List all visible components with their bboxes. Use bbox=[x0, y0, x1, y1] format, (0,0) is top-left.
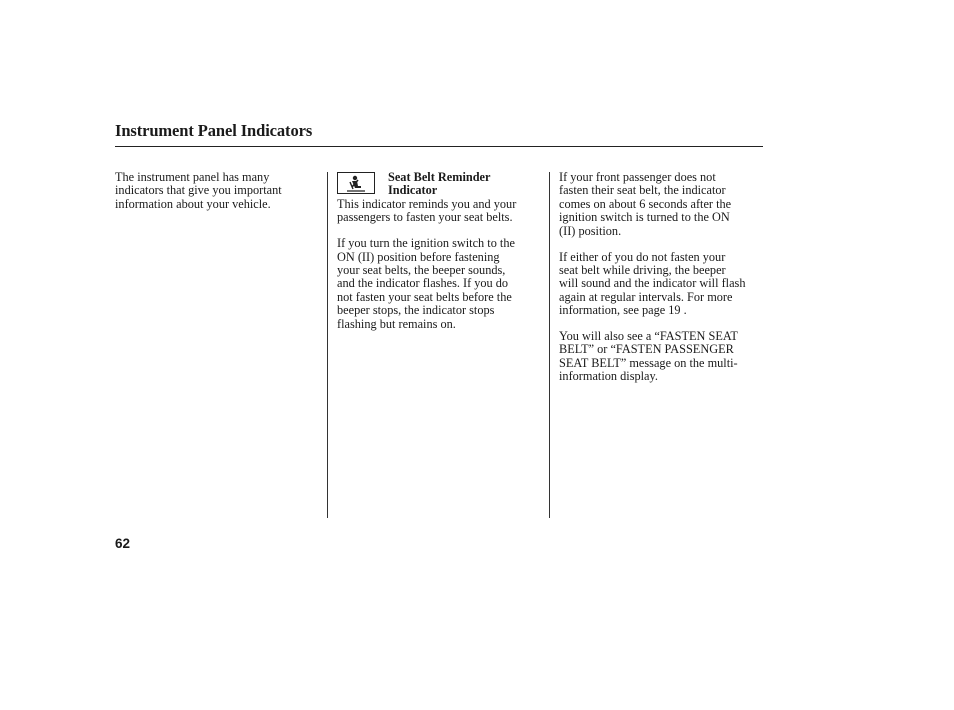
column-divider-left bbox=[327, 172, 328, 518]
indicator-title: Seat Belt Reminder Indicator bbox=[388, 170, 491, 198]
seat-belt-figure-icon bbox=[346, 175, 366, 192]
title-divider bbox=[115, 146, 763, 147]
column-passenger-info bbox=[559, 171, 764, 396]
indicator-paragraph-2: If you turn the ignition switch to the ON (II) position before fastening your seat belts, the beeper sounds, and the indicator flashes. If you do not fasten your seat belts before the beeper stops, the indicator stops flashing but remains on. bbox=[337, 236, 515, 331]
intro-paragraph: The instrument panel has many indicators that give you important information about your vehicle. bbox=[115, 170, 282, 211]
passenger-paragraph-2: If either of you do not fasten your seat belt while driving, the beeper will sound and the indicator will flash again at regular intervals. For more information, see page 19 . bbox=[559, 249, 746, 318]
passenger-paragraph-3: You will also see a “FASTEN SEAT BELT” or “FASTEN PASSENGER SEAT BELT” message on the multi- information display. bbox=[559, 329, 738, 384]
passenger-paragraph-1: If your front passenger does not fasten their seat belt, the indicator comes on about 6 seconds after the ignition switch is turned to the ON (II) position. bbox=[559, 170, 732, 238]
indicator-heading bbox=[337, 171, 542, 198]
page-title: Instrument Panel Indicators bbox=[115, 121, 313, 140]
page-number: 62 bbox=[115, 536, 131, 551]
column-seat-belt-indicator bbox=[337, 171, 542, 343]
column-intro bbox=[115, 171, 320, 224]
column-divider-right bbox=[549, 172, 550, 518]
indicator-paragraph-1: This indicator reminds you and your passengers to fasten your seat belts. bbox=[337, 196, 517, 225]
seat-belt-reminder-icon bbox=[337, 172, 375, 194]
